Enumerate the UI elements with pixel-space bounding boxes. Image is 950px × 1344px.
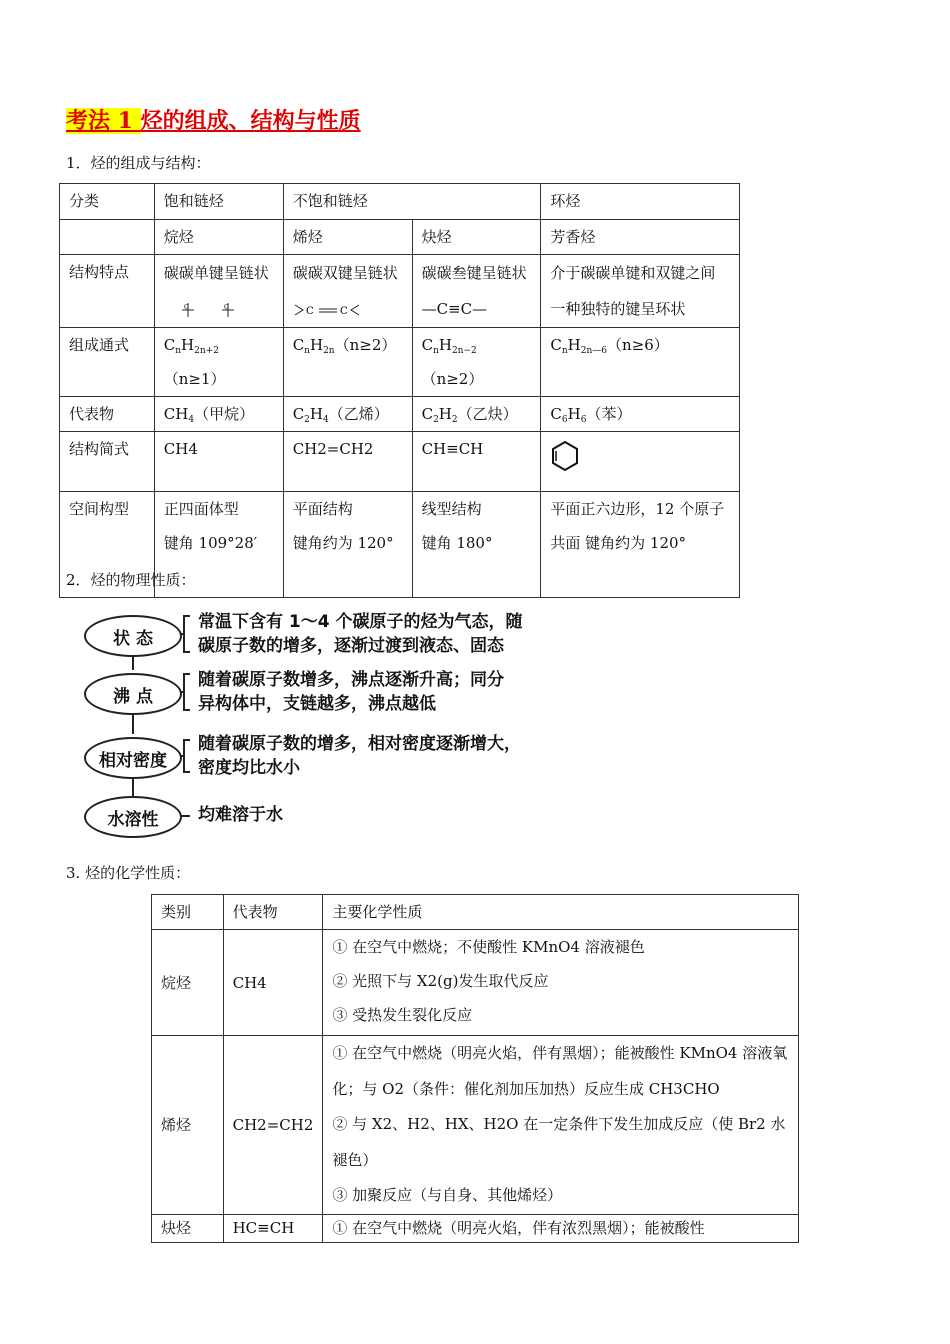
t1-rep-acetylene: （乙炔） [457, 405, 518, 423]
t1-struct-alkene: 碳碳双键呈链状 [292, 264, 398, 282]
t1-space-arene-angle: 共面 键角约为 120° [550, 534, 687, 552]
svg-text:C: C [223, 304, 229, 311]
physical-properties-diagram [80, 606, 560, 842]
solubility-node: 水溶性 [84, 796, 182, 838]
t1-formula-arene-cond: （n≥6） [607, 336, 669, 354]
t1-space-arene-shape: 平面正六边形，12 个原子 [550, 500, 725, 518]
t2-alkane-prop-3: ③ 受热发生裂化反应 [332, 1006, 473, 1024]
t1-space-alkane-angle: 键角 109°28′ [163, 534, 258, 552]
t2-h-category: 类别 [152, 895, 224, 930]
t2-alkene-name: 烯烃 [152, 1036, 224, 1215]
t1-rep-ethylene: （乙烯） [328, 405, 389, 423]
t2-alkyne-name: 炔烃 [152, 1214, 224, 1242]
t2-alkene-prop-1: ① 在空气中燃烧（明亮火焰，伴有黑烟）；能被酸性 KMnO4 溶液氧化；与 O2（条件：催化剂加压加热）反应生成 CH3CHO [332, 1044, 788, 1098]
boiling-point-node: 沸 点 [84, 673, 182, 715]
page-title [66, 104, 361, 135]
t2-alkane-name: 烷烃 [152, 930, 224, 1036]
t1-simple-ethylene: CH2=CH2 [283, 432, 412, 492]
t1-h-class: 分类 [60, 184, 155, 220]
composition-table: 分类 饱和链烃 不饱和链烃 环烃 烷烃 烯烃 炔烃 芳香烃 结构特点 碳碳单键呈链状 C C 碳碳双键呈链状 C C 碳碳叁键呈链状—C≡C— 介于碳碳单键和双键之间一种独特的键呈环状 组成通式 $C_nH_{2n+2}(n\ge 1)$ $C_nH_{2n}(n\ge 2)$ $C_nH_{2n-2}(n\ge 2)$ $C_nH_{2n—6}(n\ge 6)$ 代表物 $CH_4$（甲烷） $C_2H_4$（乙烯） $C_2H_2$（乙炔） $C_6H_6$（苯） 结构简式 CH4 CH2=CH2 CH≡CH 空间构型 正四面体型 键角 109°28′ 平面结构 键角约为 120° 线型结构 键角 180° 平面正六边形，12 个原子 共面 键角约为 120° [59, 183, 740, 598]
t1-arene: 芳香烃 [541, 220, 740, 255]
svg-text:C: C [339, 306, 348, 317]
solubility-line-1: 均难溶于水 [198, 805, 283, 825]
t1-alkyne: 炔烃 [412, 220, 541, 255]
section-2-heading: 2．烃的物理性质： [66, 571, 196, 589]
t1-struct-label: 结构特点 [60, 255, 155, 328]
t2-alkyne-prop-1: ① 在空气中燃烧（明亮火焰，伴有浓烈黑烟）；能被酸性 [323, 1214, 799, 1242]
t1-formula-label: 组成通式 [60, 328, 155, 397]
title-prefix: 考法 1 [66, 108, 141, 134]
t1-space-alkene-shape: 平面结构 [292, 500, 353, 518]
state-node: 状 态 [84, 615, 182, 657]
single-bond-icon [168, 301, 254, 319]
t1-space-alkyne-angle: 键角 180° [421, 534, 493, 552]
t2-alkene-prop-2: ② 与 X2、H2、HX、H2O 在一定条件下发生加成反应（使 Br2 水褪色） [332, 1115, 786, 1169]
t1-struct-alkyne: 碳碳叁键呈链状—C≡C— [412, 255, 541, 328]
t1-space-label: 空间构型 [60, 492, 155, 598]
svg-text:C: C [183, 304, 189, 311]
density-node: 相对密度 [84, 737, 182, 779]
boiling-line-2: 异构体中，支链越多，沸点越低 [198, 694, 436, 714]
t1-simple-methane: CH4 [154, 432, 283, 492]
benzene-ring-icon [550, 440, 580, 472]
t1-space-alkyne-shape: 线型结构 [421, 500, 482, 518]
t2-alkane-prop-1: ① 在空气中燃烧；不使酸性 KMnO4 溶液褪色 [332, 938, 645, 956]
t1-rep-benzene: （苯） [586, 405, 632, 423]
chemical-properties-table [151, 894, 799, 1243]
t1-simple-acetylene: CH≡CH [412, 432, 541, 492]
t2-alkane-prop-2: ② 光照下与 X2(g)发生取代反应 [332, 972, 549, 990]
t1-formula-alkane-cond: （n≥1） [163, 370, 226, 388]
state-line-2: 碳原子数的增多，逐渐过渡到液态、固态 [198, 636, 504, 656]
t1-formula-alkyne-cond: （n≥2） [421, 370, 484, 388]
t1-rep-label: 代表物 [60, 397, 155, 432]
t1-simple-label: 结构简式 [60, 432, 155, 492]
t1-space-alkane-shape: 正四面体型 [163, 500, 239, 518]
t1-struct-alkane: 碳碳单键呈链状 [163, 264, 269, 282]
section-1-heading: 1．烃的组成与结构： [66, 154, 211, 172]
density-line-2: 密度均比水小 [198, 758, 300, 778]
t1-struct-arene: 介于碳碳单键和双键之间一种独特的键呈环状 [541, 255, 740, 328]
t1-h-saturated: 饱和链烃 [154, 184, 283, 220]
t2-h-representative: 代表物 [223, 895, 323, 930]
double-bond-icon [293, 302, 363, 318]
t2-alkyne-rep: HC≡CH [223, 1214, 323, 1242]
density-line-1: 随着碳原子数的增多，相对密度逐渐增大， [198, 734, 521, 754]
t1-alkene: 烯烃 [283, 220, 412, 255]
svg-text:C: C [305, 306, 314, 317]
t2-h-properties: 主要化学性质 [323, 895, 799, 930]
t2-alkene-rep: CH2=CH2 [223, 1036, 323, 1215]
t1-h-unsaturated: 不饱和链烃 [283, 184, 541, 220]
t2-alkene-prop-3: ③ 加聚反应（与自身、其他烯烃） [332, 1186, 563, 1204]
t1-formula-alkene-cond: （n≥2） [334, 336, 397, 354]
boiling-line-1: 随着碳原子数增多，沸点逐渐升高；同分 [198, 670, 504, 690]
t1-h-cyclic: 环烃 [541, 184, 740, 220]
t1-space-alkene-angle: 键角约为 120° [292, 534, 394, 552]
t1-rep-methane: （甲烷） [194, 405, 255, 423]
state-line-1: 常温下含有 1～4 个碳原子的烃为气态，随 [198, 612, 523, 632]
t1-alkane: 烷烃 [154, 220, 283, 255]
title-text: 烃的组成、结构与性质 [140, 108, 361, 134]
section-3-heading: 3. 烃的化学性质： [66, 864, 191, 882]
t2-alkane-rep: CH4 [223, 930, 323, 1036]
